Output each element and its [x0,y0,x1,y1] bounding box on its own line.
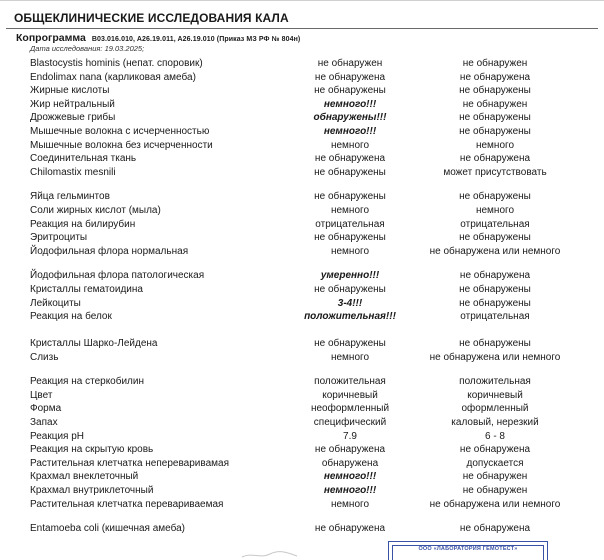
test-codes: B03.016.010, A26.19.011, A26.19.010 (Приказ МЗ РФ № 804н) [91,36,301,43]
result-value: не обнаружена [314,153,386,165]
table-row [30,458,570,472]
result-value: обнаружены!!! [313,112,387,124]
parameter-name: Растительная клетчатка перевариваемая [30,498,224,510]
reference-value: немного [475,139,515,151]
parameter-name: Мышечные волокна с исчерченностью [30,125,210,137]
table-row [30,72,570,86]
reference-value: не обнаружены [459,125,531,137]
result-value: не обнаружены [314,232,386,244]
reference-value: не обнаружены [459,232,531,244]
table-row [30,85,570,99]
table-row [30,390,570,404]
reference-value: не обнаружена [459,153,531,165]
lab-stamp-text: ООО «ЛАБОРАТОРИЯ ГЕМОТЕСТ» [418,546,518,552]
reference-value: не обнаружена [459,71,531,83]
parameter-name: Форма [30,403,62,415]
table-row [30,523,570,537]
result-value: коричневый [322,389,378,401]
result-value: немного [330,245,370,257]
table-row [30,471,570,485]
table-row [30,126,570,140]
result-value: умеренно!!! [320,270,380,282]
result-value: не обнаружены [314,191,386,203]
result-value: не обнаружены [314,85,386,97]
reference-value: не обнаружены [459,297,531,309]
result-value: положительная [314,376,386,388]
results-table [30,58,570,537]
handwritten-mark [240,548,300,560]
table-row [30,99,570,113]
parameter-name: Слизь [30,351,59,363]
parameter-name: Соединительная ткань [30,153,137,165]
table-row [30,167,570,192]
table-row [30,270,570,284]
reference-value: отрицательная [460,218,530,230]
parameter-name: Мышечные волокна без исчерченности [30,139,213,151]
reference-value: не обнаружена или немного [429,498,561,510]
table-row [30,499,570,524]
result-value: немного [330,139,370,151]
reference-value: не обнаружена или немного [429,245,561,257]
reference-value: не обнаружены [459,283,531,295]
parameter-name: Дрожжевые грибы [30,112,116,124]
table-row [30,205,570,219]
parameter-name: Эритроциты [30,232,88,244]
reference-value: не обнаружена [459,270,531,282]
parameter-name: Соли жирных кислот (мыла) [30,204,161,216]
parameter-name: Chilomastix mesnili [30,166,116,178]
parameter-name: Йодофильная флора патологическая [30,270,205,282]
parameter-name: Кристаллы гематоидина [30,283,143,295]
table-row [30,431,570,445]
parameter-name: Кристаллы Шарко-Лейдена [30,338,158,350]
parameter-name: Жирные кислоты [30,85,110,97]
result-value: не обнаружены [314,338,386,350]
result-value: не обнаружены [314,166,386,178]
result-value: немного!!! [323,98,377,110]
reference-value: положительная [459,376,531,388]
reference-value: не обнаружены [459,112,531,124]
parameter-name: Реакция на белок [30,311,112,323]
table-row [30,311,570,338]
test-name: Копрограмма [16,32,86,44]
result-value: отрицательная [315,218,385,230]
parameter-name: Entamoeba coli (кишечная амеба) [30,523,186,535]
table-row [30,112,570,126]
table-row [30,298,570,312]
result-value: не обнаружена [314,523,386,535]
table-row [30,232,570,246]
parameter-name: Реакция на билирубин [30,218,136,230]
parameter-name: Лейкоциты [30,297,81,309]
table-row [30,140,570,154]
reference-value: коричневый [467,389,523,401]
lab-stamp [388,541,548,560]
result-value: 3-4!!! [337,297,363,309]
parameter-name: Цвет [30,389,53,401]
result-value: специфический [313,417,387,429]
table-row [30,338,570,352]
result-value: обнаружена [321,457,379,469]
reference-value: немного [475,204,515,216]
reference-value: не обнаружен [462,471,528,483]
result-value: 7.9 [343,430,357,442]
parameter-name: Йодофильная флора нормальная [30,245,189,257]
reference-value: не обнаружены [459,191,531,203]
parameter-name: Крахмал внеклеточный [30,471,139,483]
reference-value: не обнаружен [462,58,528,69]
table-row [30,284,570,298]
parameter-name: Реакция на стеркобилин [30,376,144,388]
test-header [16,32,300,44]
result-value: немного [330,498,370,510]
results-table-body [30,58,570,537]
reference-value: допускается [466,457,524,469]
parameter-name: Реакция на скрытую кровь [30,444,154,456]
section-title: ОБЩЕКЛИНИЧЕСКИЕ ИССЛЕДОВАНИЯ КАЛА [14,11,289,25]
title-divider [6,28,598,29]
parameter-name: Blastocystis hominis (непат. споровик) [30,58,203,69]
result-value: неоформленный [310,403,390,415]
table-row [30,153,570,167]
table-row [30,58,570,72]
result-value: немного!!! [323,125,377,137]
parameter-name: Реакция pH [30,430,85,442]
table-row [30,444,570,458]
result-value: не обнаружена [314,71,386,83]
parameter-name: Жир нейтральный [30,98,115,110]
reference-value: каловый, нерезкий [451,417,539,429]
table-row [30,403,570,417]
reference-value: не обнаружен [462,98,528,110]
result-value: немного!!! [323,485,377,497]
top-border [0,0,604,1]
parameter-name: Крахмал внутриклеточный [30,485,154,497]
table-row [30,417,570,431]
table-row [30,219,570,233]
reference-value: не обнаружена или немного [429,351,561,363]
reference-value: не обнаружены [459,85,531,97]
parameter-name: Запах [30,417,58,429]
reference-value: не обнаружены [459,338,531,350]
table-row [30,485,570,499]
result-value: положительная!!! [304,311,396,323]
reference-value: может присутствовать [443,166,547,178]
table-row [30,246,570,271]
reference-value: отрицательная [460,311,530,323]
reference-value: 6 - 8 [484,430,505,442]
result-value: не обнаружен [317,58,383,69]
result-value: не обнаружены [314,283,386,295]
parameter-name: Endolimax nana (карликовая амеба) [30,71,196,83]
result-value: немного!!! [323,471,377,483]
reference-value: не обнаружена [459,444,531,456]
result-value: немного [330,351,370,363]
table-row [30,352,570,377]
study-date: Дата исследования: 19.03.2025; [30,44,145,53]
parameter-name: Яйца гельминтов [30,191,110,203]
reference-value: оформленный [461,403,529,415]
reference-value: не обнаружен [462,485,528,497]
reference-value: не обнаружена [459,523,531,535]
result-value: не обнаружена [314,444,386,456]
table-row [30,191,570,205]
table-row [30,376,570,390]
parameter-name: Растительная клетчатка непереваривамая [30,457,229,469]
result-value: немного [330,204,370,216]
